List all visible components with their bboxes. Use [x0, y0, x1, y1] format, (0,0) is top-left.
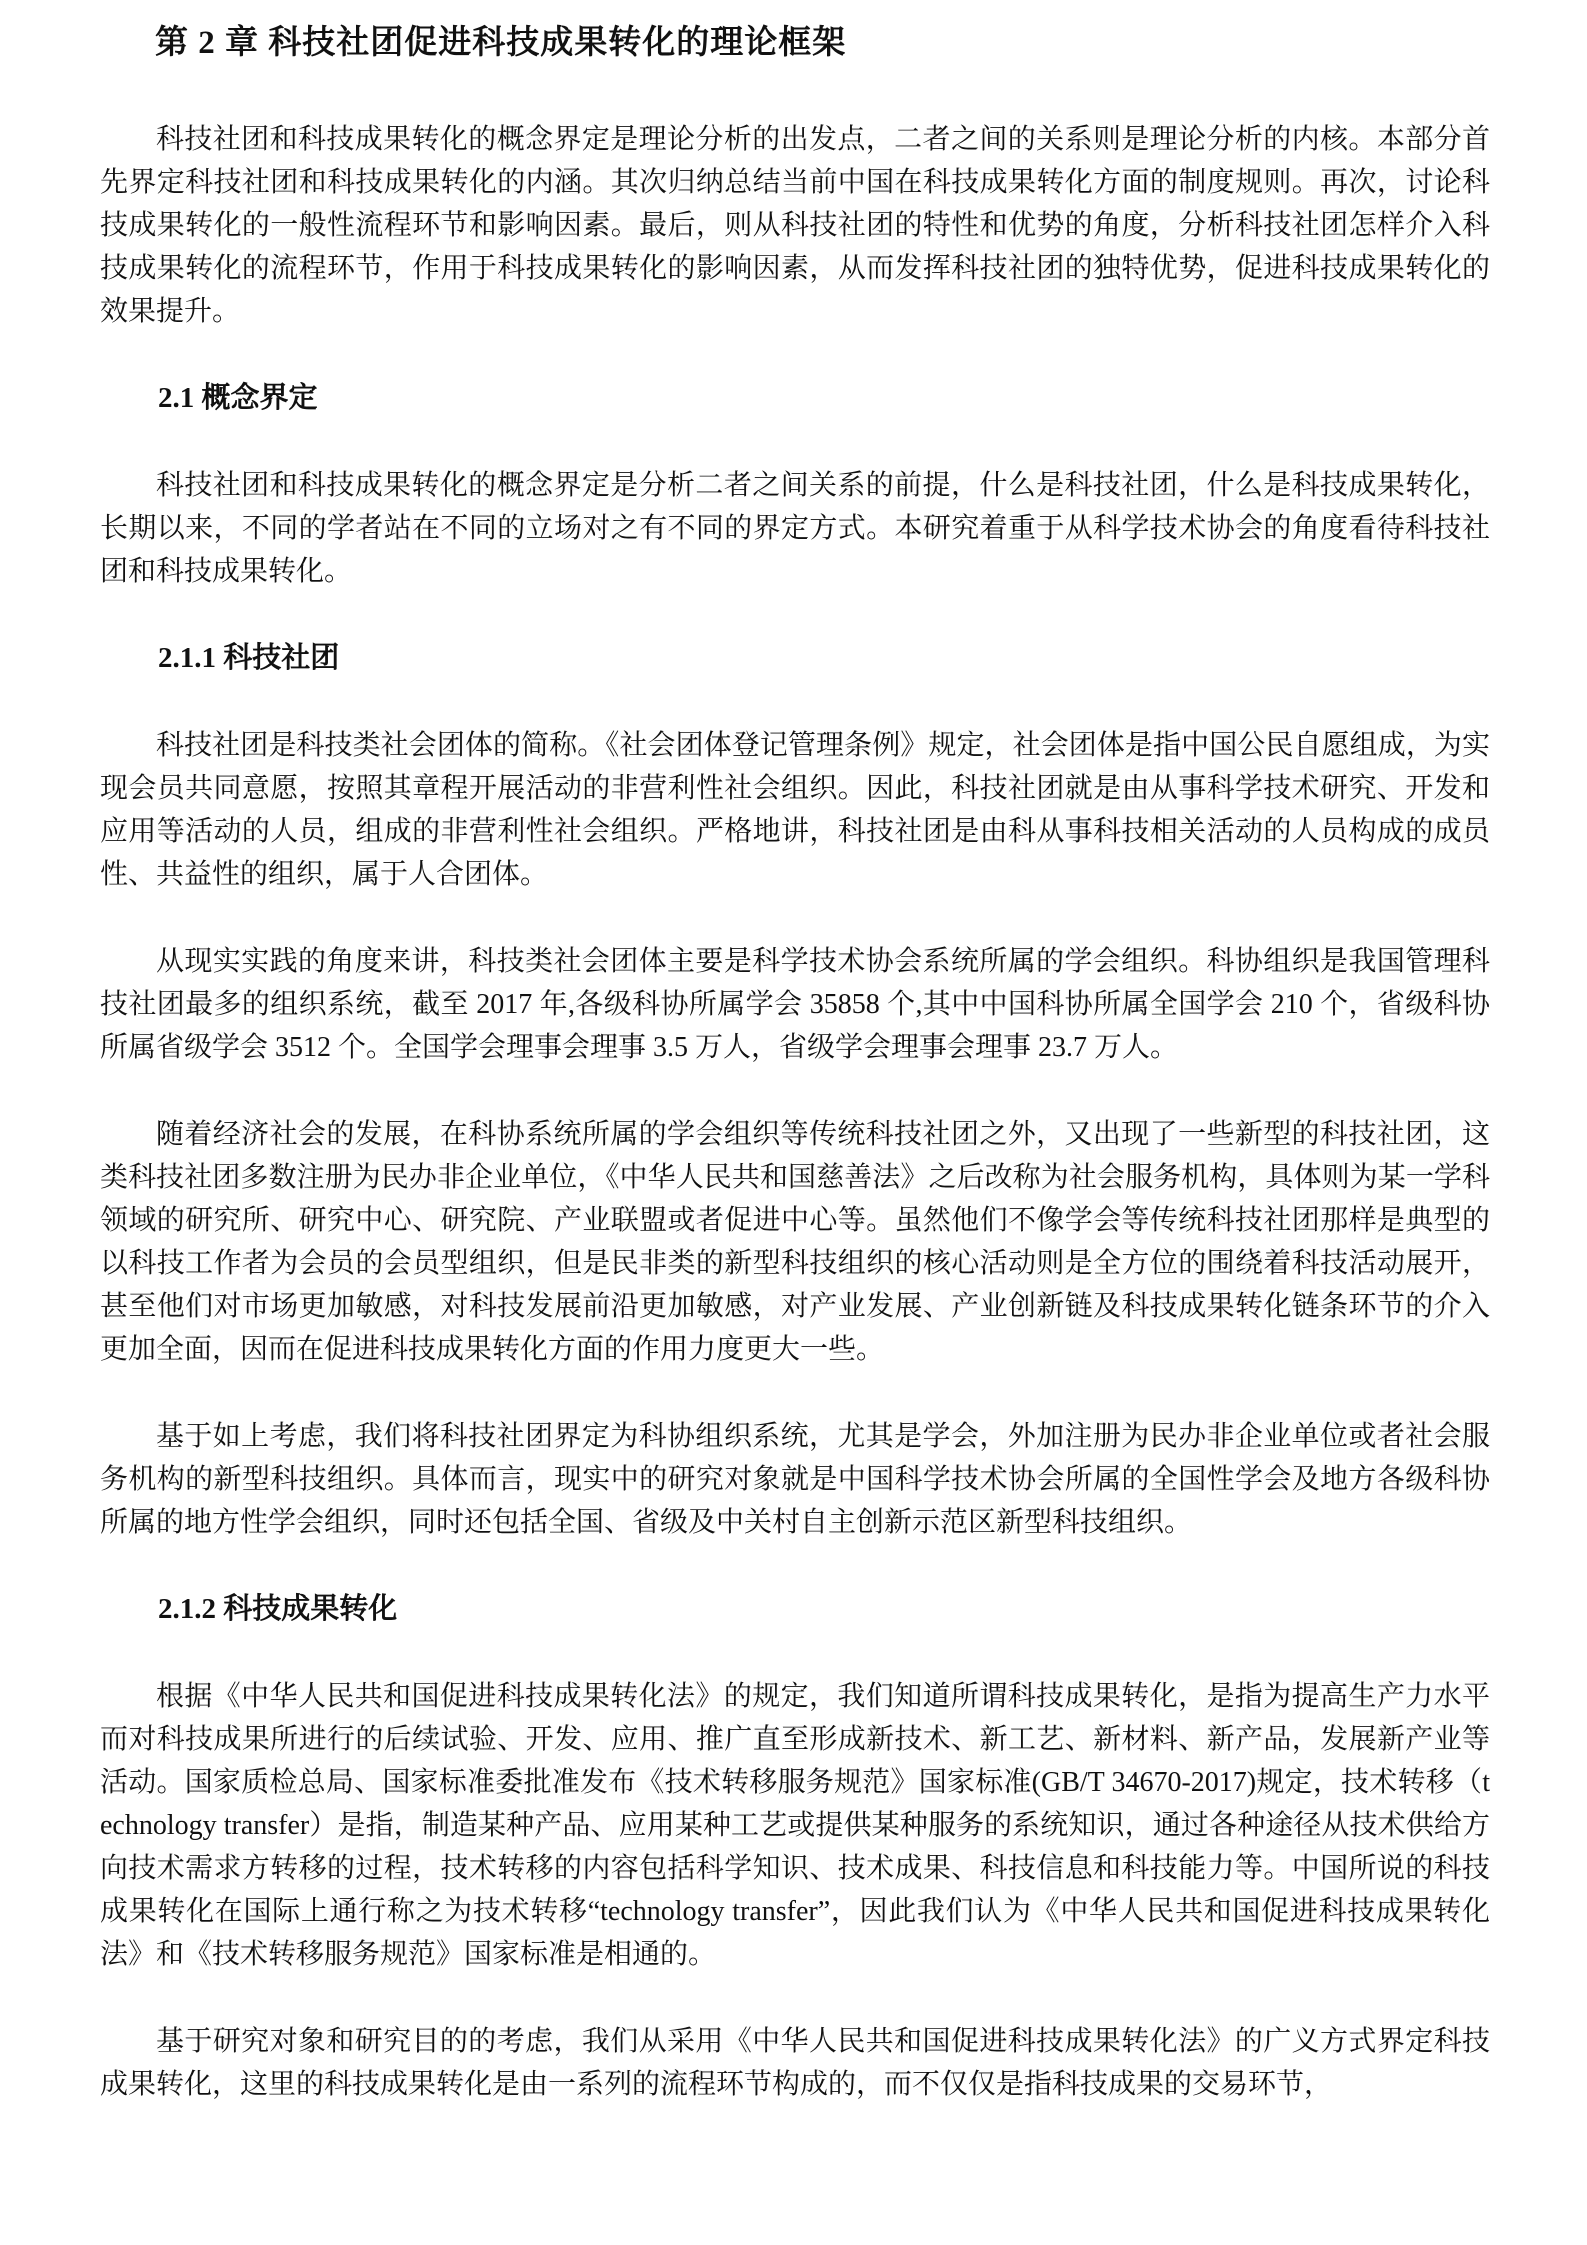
section-heading-2-1-2: 2.1.2 科技成果转化	[158, 1593, 398, 1625]
section-heading-2-1: 2.1 概念界定	[158, 382, 318, 414]
paragraph-2-1-1-definition: 科技社团是科技类社会团体的简称。《社会团体登记管理条例》规定，社会团体是指中国公民自愿组成，为实现会员共同意愿，按照其章程开展活动的非营利性社会组织。因此，科技社团就是由从事科学技术研究、开发和应用等活动的人员，组成的非营利性社会组织。严格地讲，科技社团是由科从事科技相关活动的人员构成的成员性、共益性的组织，属于人合团体。	[100, 730, 1490, 890]
paragraph-2-1-1-new-types: 随着经济社会的发展，在科协系统所属的学会组织等传统科技社团之外，又出现了一些新型的科技社团，这类科技社团多数注册为民办非企业单位，《中华人民共和国慈善法》之后改称为社会服务机构，具体则为某一学科领域的研究所、研究中心、研究院、产业联盟或者促进中心等。虽然他们不像学会等传统科技社团那样是典型的以科技工作者为会员的会员型组织，但是民非类的新型科技组织的核心活动则是全方位的围绕着科技活动展开，甚至他们对市场更加敏感，对科技发展前沿更加敏感，对产业发展、产业创新链及科技成果转化链条环节的介入更加全面，因而在促进科技成果转化方面的作用力度更大一些。	[100, 1119, 1490, 1365]
paragraph-2-1-1-scope: 基于如上考虑，我们将科技社团界定为科协组织系统，尤其是学会，外加注册为民办非企业单位或者社会服务机构的新型科技组织。具体而言，现实中的研究对象就是中国科学技术协会所属的全国性学会及地方各级科协所属的地方性学会组织，同时还包括全国、省级及中关村自主创新示范区新型科技组织。	[100, 1421, 1490, 1538]
paragraph-2-1: 科技社团和科技成果转化的概念界定是分析二者之间关系的前提，什么是科技社团，什么是科技成果转化，长期以来，不同的学者站在不同的立场对之有不同的界定方式。本研究着重于从科学技术协会的角度看待科技社团和科技成果转化。	[100, 470, 1490, 587]
paragraph-intro: 科技社团和科技成果转化的概念界定是理论分析的出发点，二者之间的关系则是理论分析的内核。本部分首先界定科技社团和科技成果转化的内涵。其次归纳总结当前中国在科技成果转化方面的制度规则。再次，讨论科技成果转化的一般性流程环节和影响因素。最后，则从科技社团的特性和优势的角度，分析科技社团怎样介入科技成果转化的流程环节，作用于科技成果转化的影响因素，从而发挥科技社团的独特优势，促进科技成果转化的效果提升。	[100, 124, 1490, 327]
paragraph-2-1-2-law-definition: 根据《中华人民共和国促进科技成果转化法》的规定，我们知道所谓科技成果转化，是指为提高生产力水平而对科技成果所进行的后续试验、开发、应用、推广直至形成新技术、新工艺、新材料、新产品，发展新产业等活动。国家质检总局、国家标准委批准发布《技术转移服务规范》国家标准(GB/T 34670-2017)规定，技术转移（technology transfer）是指，制造某种产品、应用某种工艺或提供某种服务的系统知识，通过各种途径从技术供给方向技术需求方转移的过程，技术转移的内容包括科学知识、技术成果、科技信息和科技能力等。中国所说的科技成果转化在国际上通行称之为技术转移“technology transfer”，因此我们认为《中华人民共和国促进科技成果转化法》和《技术转移服务规范》国家标准是相通的。	[100, 1681, 1490, 1970]
chapter-title: 第 2 章 科技社团促进科技成果转化的理论框架	[155, 25, 847, 61]
paragraph-2-1-1-statistics: 从现实实践的角度来讲，科技类社会团体主要是科学技术协会系统所属的学会组织。科协组织是我国管理科技社团最多的组织系统，截至 2017 年,各级科协所属学会 35858 个,其中中国科协所属全国学会 210 个，省级科协所属省级学会 3512 个。全国学会理事会理事 3.5 万人，省级学会理事会理事 23.7 万人。	[100, 946, 1490, 1063]
section-heading-2-1-1: 2.1.1 科技社团	[158, 642, 340, 674]
paragraph-2-1-2-research-scope: 基于研究对象和研究目的的考虑，我们从采用《中华人民共和国促进科技成果转化法》的广义方式界定科技成果转化，这里的科技成果转化是由一系列的流程环节构成的，而不仅仅是指科技成果的交易环节，	[100, 2026, 1490, 2100]
